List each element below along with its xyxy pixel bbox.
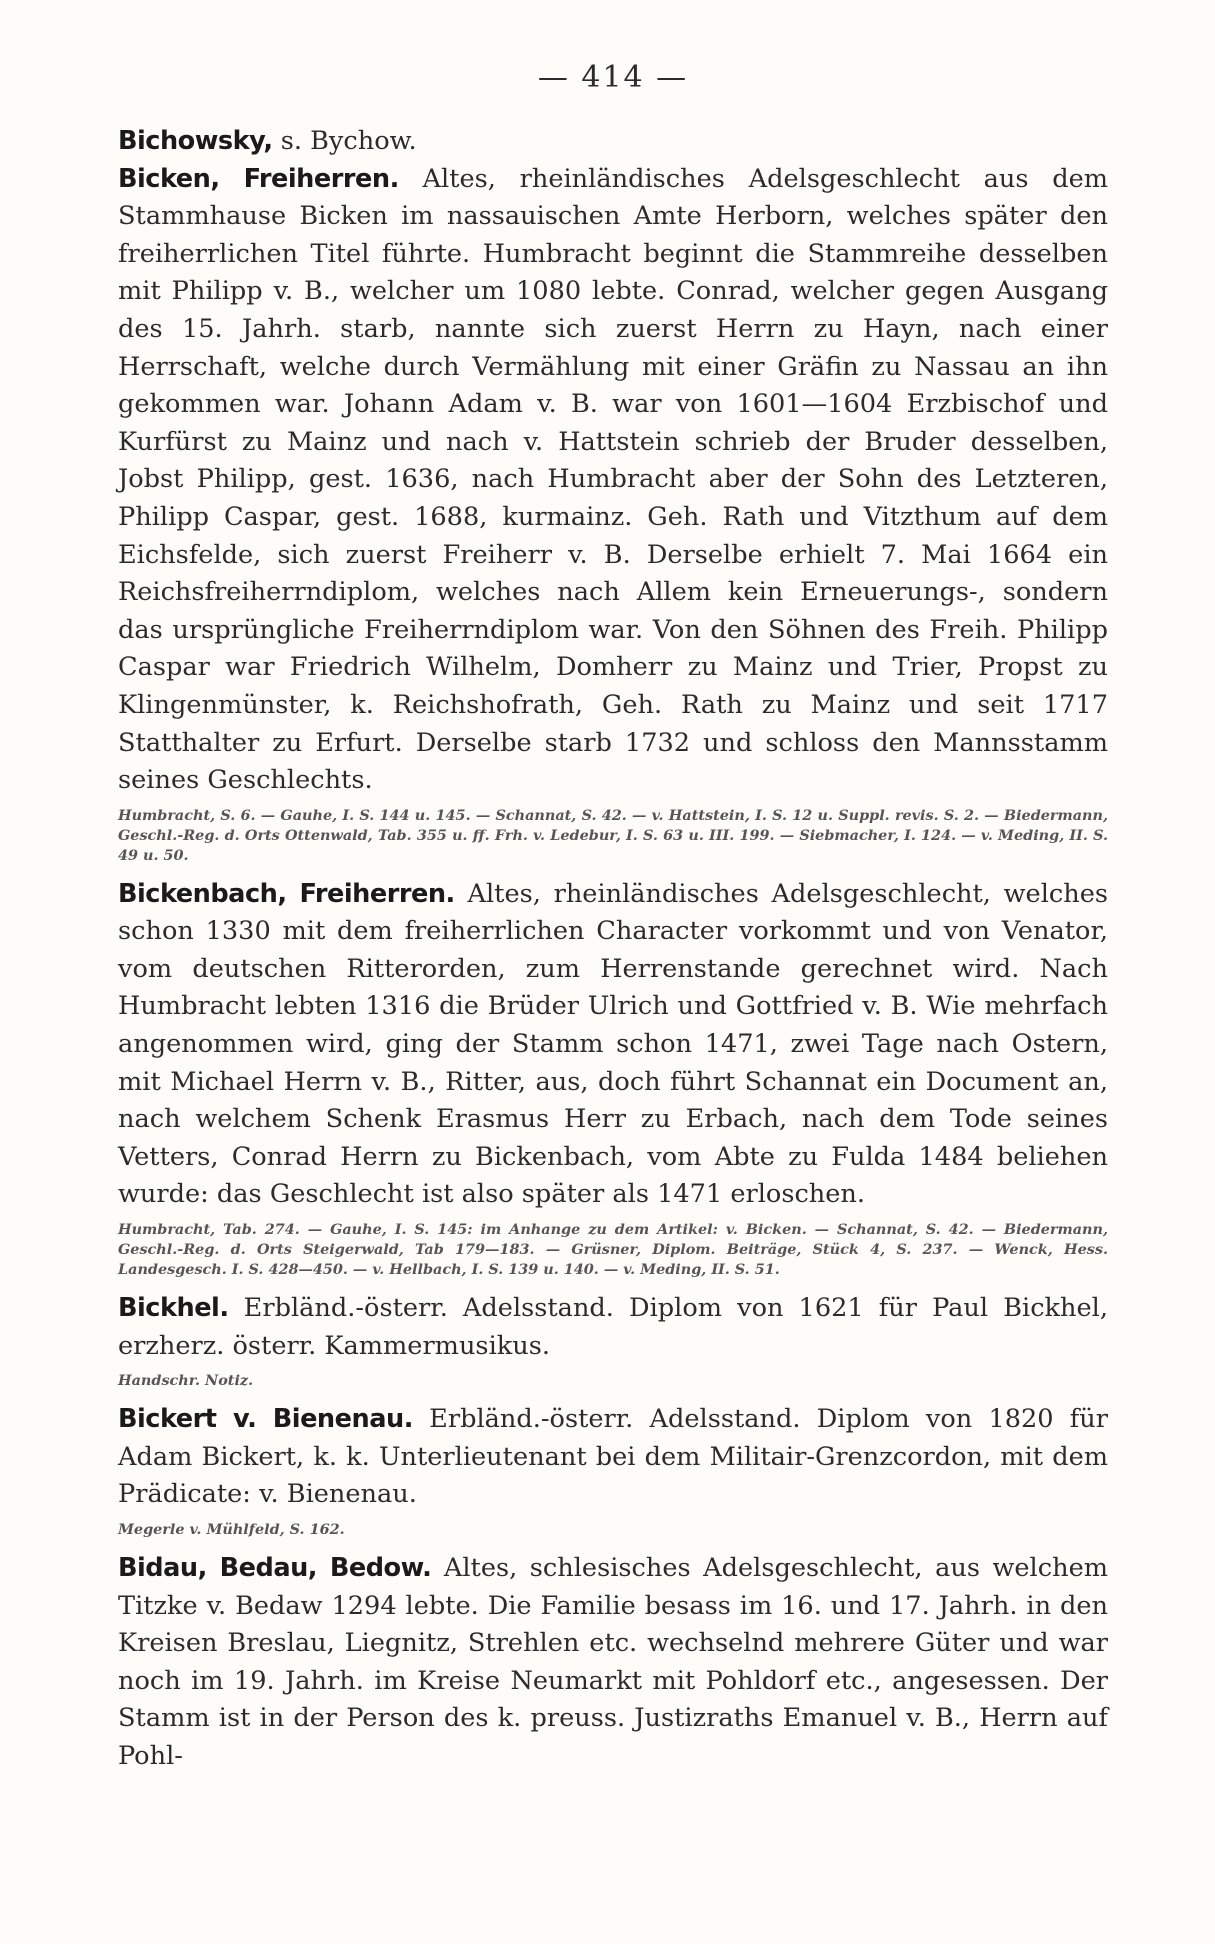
entry-head: Bickhel. bbox=[118, 1293, 229, 1324]
entry-head: Bickenbach, Freiherren. bbox=[118, 878, 455, 909]
entry-bickenbach bbox=[118, 876, 1108, 1214]
document-page bbox=[118, 60, 1108, 1776]
entry-references: Megerle v. Mühlfeld, S. 162. bbox=[118, 1521, 345, 1538]
entry-head: Bicken, Freiherren. bbox=[118, 163, 399, 194]
entry-body: Erbländ.-österr. Adelsstand. Diplom von 1621 für Paul Bickhel, erzherz. österr. Kammermusikus. bbox=[118, 1293, 1108, 1361]
entry-references: Handschr. Notiz. bbox=[118, 1372, 254, 1390]
entry-references: Humbracht, Tab. 274. — Gauhe, I. S. 145: im Anhange zu dem Artikel: v. Bicken. — Schannat, S. 42. — Biedermann, Geschl.-Reg. d. Orts Steigerwald, Tab 179—183. — Grüsner, Diplom. Beiträge, Stück 4, S. 237. — Wenck, Hess. Landesgesch. I. S. 428—450. — v. Hellbach, I. S. 139 u. 140. — v. Meding, II. S. 51. bbox=[118, 1221, 1108, 1279]
entry-head: Bickert v. Bienenau. bbox=[118, 1404, 413, 1435]
entry-body: Altes, schlesisches Adelsgeschlecht, aus welchem Titzke v. Bedaw 1294 lebte. Die Familie besass im 16. und 17. Jahrh. in den Kreisen Breslau, Liegnitz, Strehlen etc. wechselnd mehrere Güter und war noch im 19. Jahrh. im Kreise Neumarkt mit Pohldorf etc., angesessen. Der Stamm ist in der Person des k. preuss. Justizraths Emanuel v. B., Herrn auf Pohl- bbox=[118, 1553, 1108, 1771]
entry-bichowsky bbox=[118, 123, 1108, 161]
entry-bicken bbox=[118, 161, 1108, 800]
entry-body: Altes, rheinländisches Adelsgeschlecht, welches schon 1330 mit dem freiherrlichen Character vorkommt und von Venator, vom deutschen Ritterorden, zum Herrenstande gerechnet wird. Nach Humbracht lebten 1316 die Brüder Ulrich und Gottfried v. B. Wie mehrfach angenommen wird, ging der Stamm schon 1471, zwei Tage nach Ostern, mit Michael Herrn v. B., Ritter, aus, doch führt Schannat ein Document an, nach welchem Schenk Erasmus Herr zu Erbach, nach dem Tode seines Vetters, Conrad Herrn zu Bickenbach, vom Abte zu Fulda 1484 beliehen wurde: das Geschlecht ist also später als 1471 erloschen. bbox=[118, 878, 1108, 1210]
entry-bickert bbox=[118, 1401, 1108, 1514]
entry-bidau bbox=[118, 1550, 1108, 1776]
entry-body: Altes, rheinländisches Adelsgeschlecht aus dem Stammhause Bicken im nassauischen Amte Herborn, welches später den freiherrlichen Titel führte. Humbracht beginnt die Stammreihe desselben mit Philipp v. B., welcher um 1080 lebte. Conrad, welcher gegen Ausgang des 15. Jahrh. starb, nannte sich zuerst Herrn zu Hayn, nach einer Herrschaft, welche durch Vermählung mit einer Gräfin zu Nassau an ihn gekommen war. Johann Adam v. B. war von 1601—1604 Erzbischof und Kurfürst zu Mainz und nach v. Hattstein schrieb der Bruder desselben, Jobst Philipp, gest. 1636, nach Humbracht aber der Sohn des Letzteren, Philipp Caspar, gest. 1688, kurmainz. Geh. Rath und Vitzthum auf dem Eichsfelde, sich zuerst Freiherr v. B. Derselbe erhielt 7. Mai 1664 ein Reichsfreiherrndiplom, welches nach Allem kein Erneuerungs-, sondern das ursprüngliche Freiherrndiplom war. Von den Söhnen des Freih. Philipp Caspar war Friedrich Wilhelm, Domherr zu Mainz und Trier, Propst zu Klingenmünster, k. Reichshofrath, Geh. Rath zu Mainz und seit 1717 Statthalter zu Erfurt. Derselbe starb 1732 und schloss den Mannsstamm seines Geschlechts. bbox=[118, 163, 1108, 796]
entry-body: Erbländ.-österr. Adelsstand. Diplom von 1820 für Adam Bickert, k. k. Unterlieutenant bei dem Militair-Grenzcordon, mit dem Prädicate: v. Bienenau. bbox=[118, 1404, 1108, 1510]
entry-bickhel bbox=[118, 1290, 1108, 1365]
entry-head: Bidau, Bedau, Bedow. bbox=[118, 1553, 432, 1583]
entry-references: Humbracht, S. 6. — Gauhe, I. S. 144 u. 145. — Schannat, S. 42. — v. Hattstein, I. S. 12 u. Suppl. revis. S. 2. — Biedermann, Geschl.-Reg. d. Orts Ottenwald, Tab. 355 u. ff. Frh. v. Ledebur, I. S. 63 u. III. 199. — Siebmacher, I. 124. — v. Meding, II. S. 49 u. 50. bbox=[118, 806, 1108, 864]
entry-body: s. Bychow. bbox=[272, 126, 417, 156]
page-number: — 414 — bbox=[537, 60, 689, 95]
entry-head: Bichowsky, bbox=[118, 126, 273, 156]
